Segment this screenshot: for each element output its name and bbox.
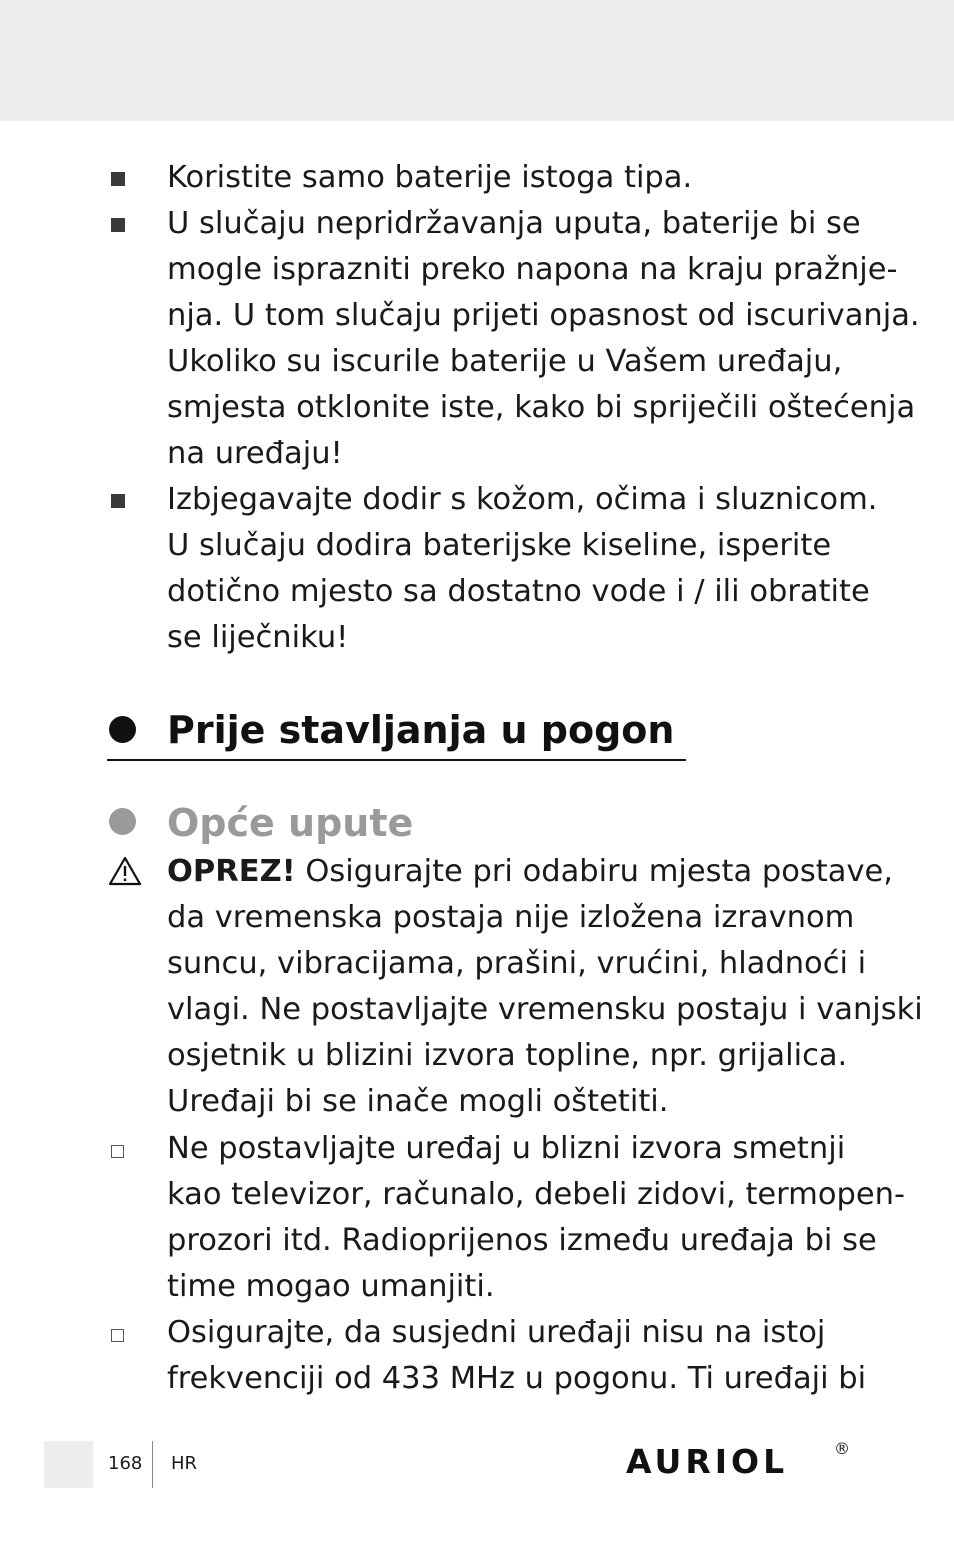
list-bullet-box (111, 1145, 124, 1158)
list-item-text: prozori itd. Radioprijenos između uređaja bi se (167, 1223, 877, 1258)
list-item-text: Izbjegavajte dodir s kožom, očima i sluznicom. (167, 482, 878, 517)
footer-page-tab (44, 1441, 93, 1488)
subsection-heading: Opće upute (167, 801, 414, 845)
list-item-text: time mogao umanjiti. (167, 1269, 495, 1304)
list-item-text: U slučaju nepridržavanja uputa, baterije bi se (167, 206, 861, 241)
warning-triangle-icon (108, 856, 142, 886)
list-bullet-square (111, 172, 125, 186)
page-number: 168 (108, 1453, 143, 1474)
warning-label: OPREZ! (167, 854, 296, 889)
list-item-text: Koristite samo baterije istoga tipa. (167, 160, 693, 195)
heading-underline (107, 759, 686, 761)
list-bullet-square (111, 218, 125, 232)
list-item-text: Osigurajte, da susjedni uređaji nisu na istoj (167, 1315, 826, 1350)
warning-text-line: osjetnik u blizini izvora topline, npr. grijalica. (167, 1038, 848, 1073)
list-item-text: frekvenciji od 433 MHz u pogonu. Ti uređaji bi (167, 1361, 867, 1396)
language-code: HR (171, 1453, 198, 1474)
warning-text: Osigurajte pri odabiru mjesta postave, (295, 854, 893, 889)
list-item-text: se liječniku! (167, 620, 349, 655)
list-bullet-square (111, 494, 125, 508)
list-item-text: nja. U tom slučaju prijeti opasnost od iscurivanja. (167, 298, 920, 333)
footer-divider (152, 1441, 153, 1488)
list-item-text: Ukoliko su iscurile baterije u Vašem uređaju, (167, 344, 843, 379)
warning-text-line: Uređaji bi se inače mogli oštetiti. (167, 1084, 669, 1119)
subheading-bullet-dot (109, 808, 136, 835)
list-item-text: dotično mjesto sa dostatno vode i / ili obratite (167, 574, 870, 609)
list-item-text: smjesta otklonite iste, kako bi spriječili oštećenja (167, 390, 916, 425)
brand-name: AURIOL (626, 1442, 789, 1481)
list-item-text: Ne postavljajte uređaj u blizni izvora smetnji (167, 1131, 846, 1166)
warning-text-line: suncu, vibracijama, prašini, vrućini, hladnoći i (167, 946, 867, 981)
trademark-symbol: ® (834, 1439, 850, 1458)
warning-text-line: vlagi. Ne postavljajte vremensku postaju i vanjski (167, 992, 923, 1027)
heading-bullet-dot (109, 716, 136, 743)
list-item-text: U slučaju dodira baterijske kiseline, isperite (167, 528, 832, 563)
list-item-text: na uređaju! (167, 436, 343, 471)
section-heading: Prije stavljanja u pogon (167, 708, 675, 752)
list-bullet-box (111, 1329, 124, 1342)
warning-text-line (167, 849, 893, 895)
warning-text-line: da vremenska postaja nije izložena izravnom (167, 900, 855, 935)
list-item-text: kao televizor, računalo, debeli zidovi, termopen- (167, 1177, 906, 1212)
list-item-text: mogle isprazniti preko napona na kraju pražnje- (167, 252, 898, 287)
page-header-band (0, 0, 954, 121)
